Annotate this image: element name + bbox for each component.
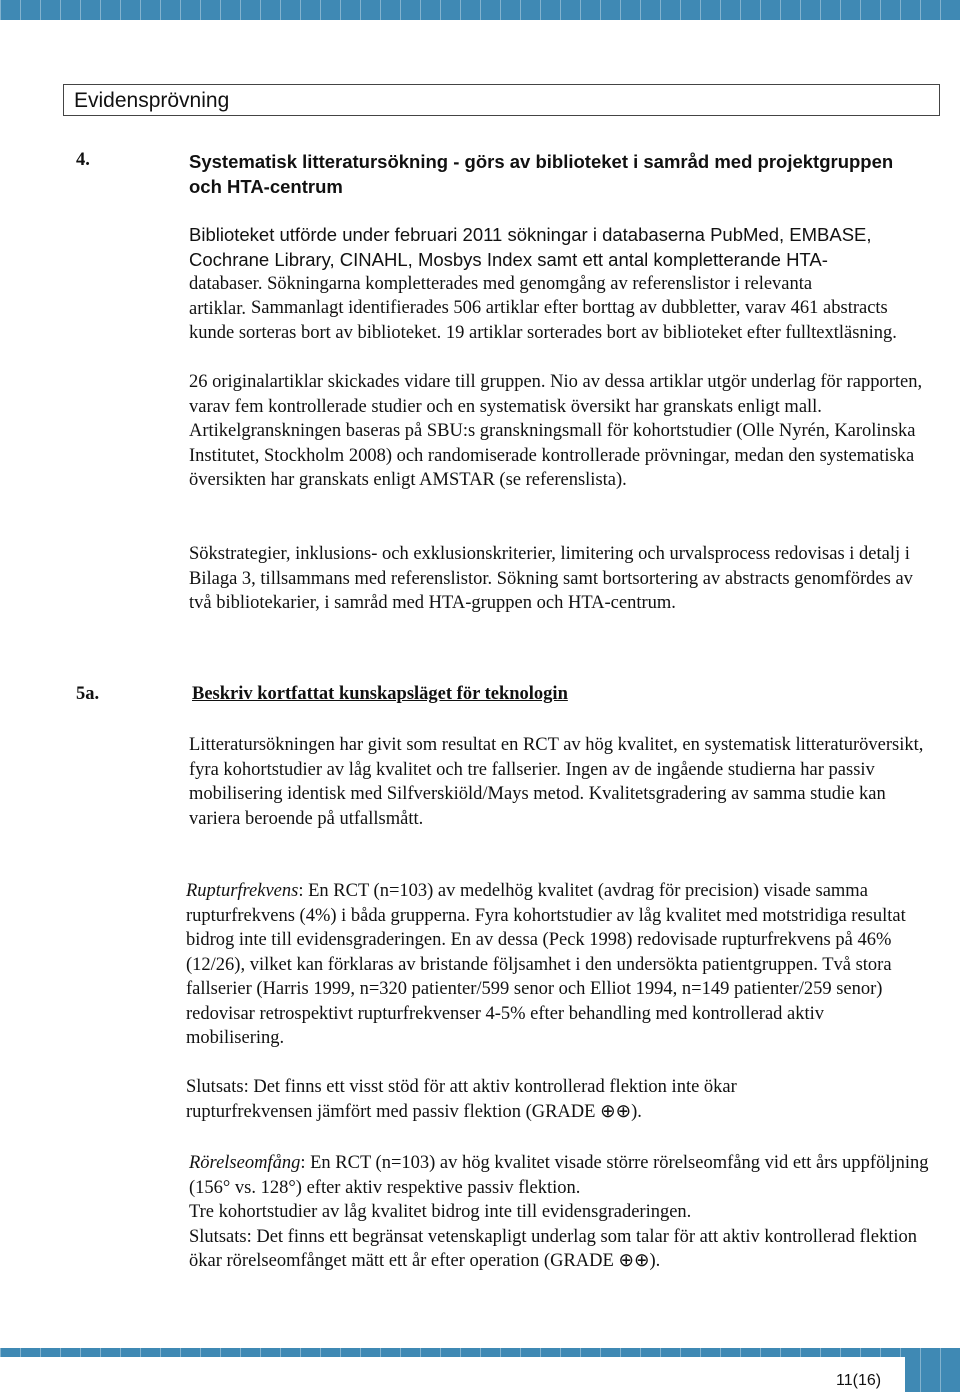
- section-5a-number: 5a.: [76, 684, 100, 704]
- text-paragraph: Litteratursökningen har givit som resultat en RCT av hög kvalitet, en systematisk litteraturöversikt, fyra kohortstudier av låg kvalitet och tre fallserier. Ingen av de ingående studierna har passiv mobilisering identisk med Silfverskiöld/Mays metod. Kvalitetsgradering av samma studie kan variera beroende på utfallsmått.: [189, 735, 924, 829]
- section-header-title: Evidensprövning: [74, 89, 230, 112]
- text-line: Cochrane Library, CINAHL, Mosbys Index samt ett antal kompletterande HTA-: [189, 248, 828, 270]
- top-decorative-bar: [0, 0, 960, 20]
- section-4-paragraph-1c: [189, 296, 929, 345]
- text-line: artiklar.: [189, 298, 247, 319]
- text-paragraph: Slutsats: Det finns ett begränsat vetenskapligt underlag som talar för att aktiv kontrollerad flektion ökar rörelseomfånget mätt ett år efter operation (GRADE ⊕⊕).: [189, 1226, 917, 1271]
- text-paragraph: 26 originalartiklar skickades vidare till gruppen. Nio av dessa artiklar utgör underlag för rapporten, varav fem kontrollerade studier och en systematisk översikt har granskats enligt mall. Artikelgranskningen baseras på SBU:s granskningsmall för kohortstudier (Olle Nyrén, Karolinska Institutet, Stockholm 2008) och randomiserade kontrollerade prövningar, medan den systematiska översikten har granskats enligt AMSTAR (se referenslista).: [189, 372, 923, 490]
- rom-text: : En RCT (n=103) av hög kvalitet visade större rörelseomfång vid ett års uppföljning (156° vs. 128°) efter aktiv respektive passiv flektion.: [189, 1153, 929, 1198]
- section-4-paragraph-2: [189, 370, 929, 493]
- rupture-text: : En RCT (n=103) av medelhög kvalitet (avdrag för precision) visade samma rupturfrekvens (4%) i båda grupperna. Fyra kohortstudier av låg kvalitet med motstridiga resultat bidrog inte till evidensgraderingen. En av dessa (Peck 1998) redovisade rupturfrekvens på 46% (12/26), vilket kan förklaras av bristande följsamhet i den undersökta patientgruppen. Två stora fallserier (Harris 1999, n=320 patienter/599 senor och Elliot 1994, n=149 patienter/259 senor) redovisar retrospektivt rupturfrekvenser 4-5% efter behandling med kontrollerad aktiv mobilisering.: [186, 881, 906, 1048]
- text-line: Biblioteket utförde under februari 2011 sökningar i databaserna PubMed, EMBASE,: [189, 224, 872, 245]
- text-line: Sammanlagt identifierades 506 artiklar efter borttag av dubbletter, varav 461 abstracts kunde sorteras bort av biblioteket. 19 artiklar sorterades bort av biblioteket efter fulltextläsning.: [189, 298, 897, 343]
- range-of-motion-paragraph: [189, 1151, 929, 1274]
- text-line: databaser. Sökningarna kompletterades med genomgång av referenslistor i relevanta: [189, 274, 813, 294]
- section-5a-paragraph-1: [189, 733, 929, 831]
- section-4-heading: Systematisk litteratursökning - görs av biblioteket i samråd med projektgruppen och HTA-centrum: [189, 151, 894, 197]
- page-number: 11(16): [836, 1372, 882, 1389]
- footer-white-area: [0, 1357, 905, 1392]
- rupture-frequency-paragraph: [186, 879, 926, 1051]
- section-4-number: 4.: [76, 150, 90, 170]
- rom-term: Rörelseomfång: [189, 1153, 301, 1173]
- text-paragraph: Sökstrategier, inklusions- och exklusionskriterier, limitering och urvalsprocess redovisas i detalj i Bilaga 3, tillsammans med referenslistor. Sökning samt bortsortering av abstracts genomfördes av två bibliotekarier, i samråd med HTA-gruppen och HTA-centrum.: [189, 544, 913, 613]
- conclusion-1: [186, 1075, 826, 1124]
- section-header-box: [63, 84, 940, 116]
- text-line: Tre kohortstudier av låg kvalitet bidrog inte till evidensgraderingen.: [189, 1202, 692, 1222]
- section-4-paragraph-3: [189, 542, 929, 616]
- rupture-term: Rupturfrekvens: [186, 881, 299, 901]
- section-4-paragraph-1a: [189, 223, 929, 272]
- text-paragraph: Slutsats: Det finns ett visst stöd för att aktiv kontrollerad flektion inte ökar rupturfrekvensen jämfört med passiv flektion (GRADE ⊕⊕).: [186, 1077, 737, 1122]
- section-5a-heading: Beskriv kortfattat kunskapsläget för teknologin: [192, 684, 568, 704]
